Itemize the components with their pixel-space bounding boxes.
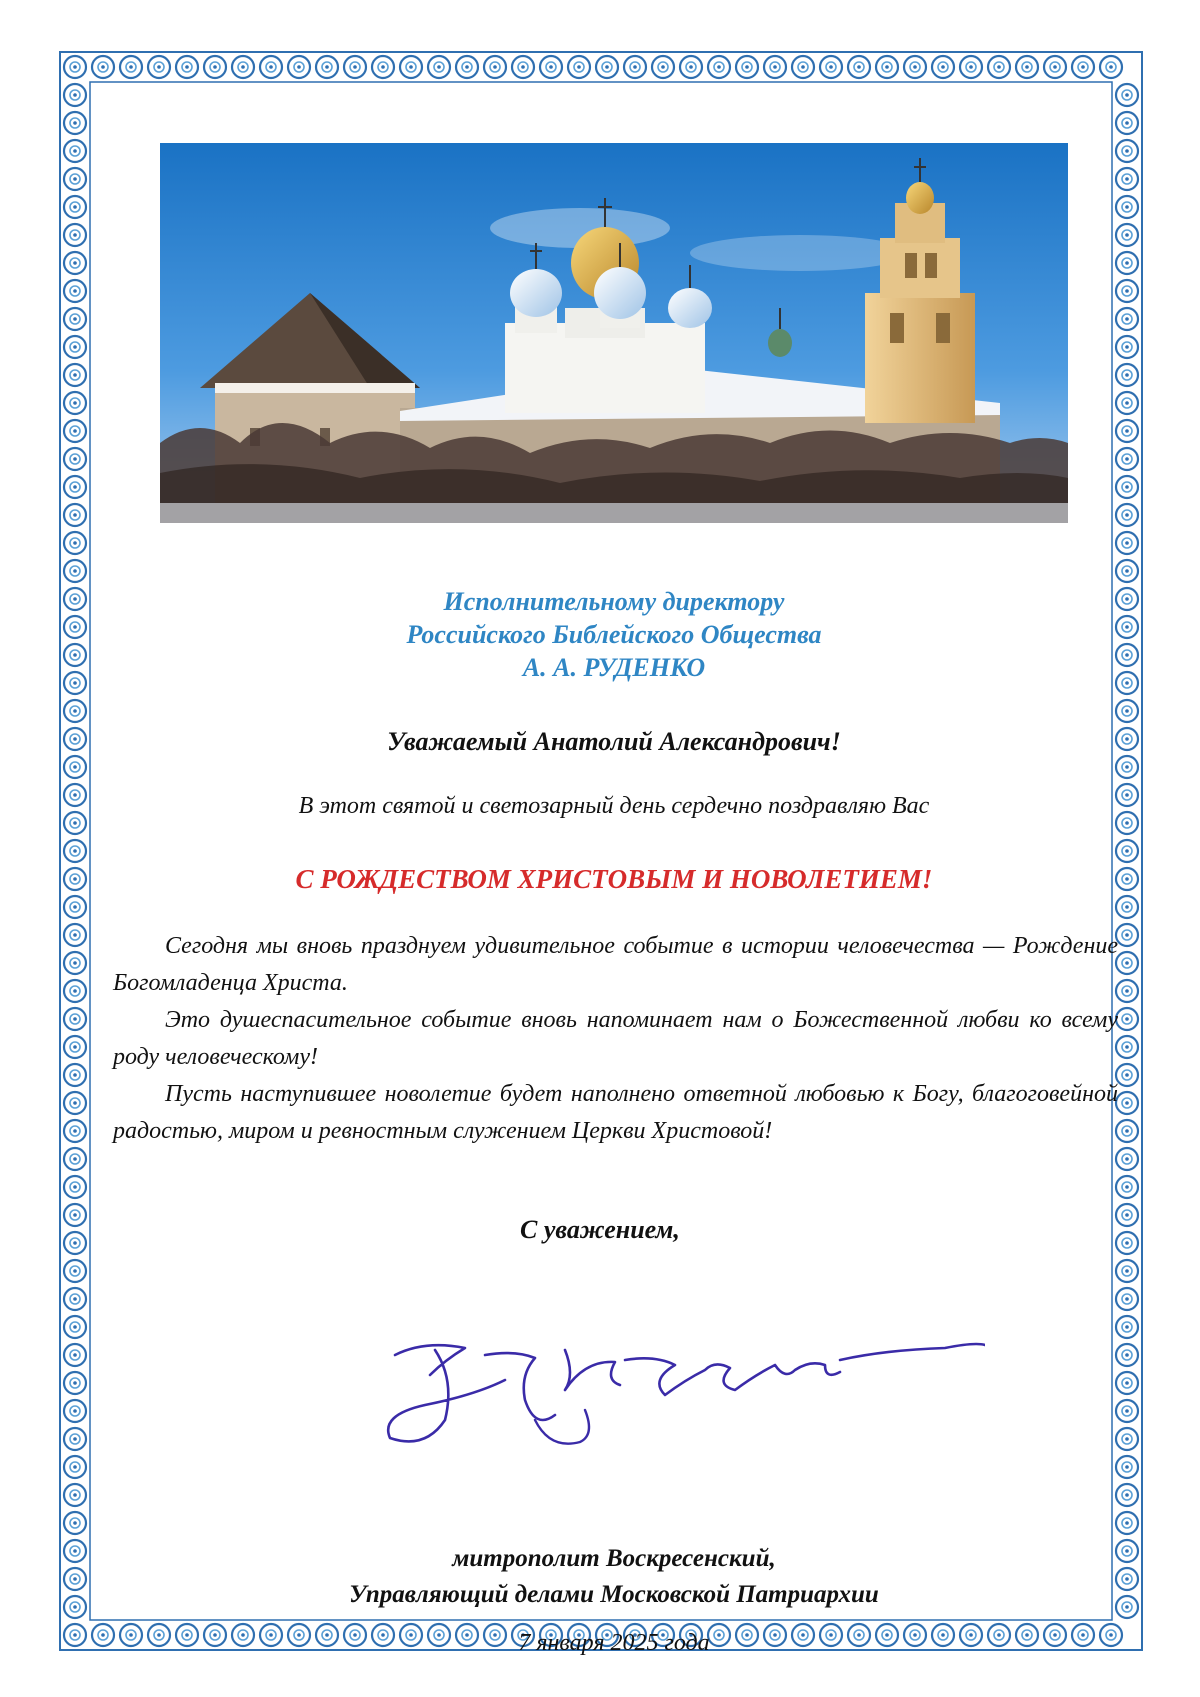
border-ornament [64, 1624, 86, 1646]
border-ornament [736, 56, 758, 78]
letter-body [113, 928, 1118, 1150]
border-ornament [1116, 672, 1138, 694]
handwritten-signature [385, 1320, 985, 1470]
border-ornament [1116, 1568, 1138, 1590]
border-ornament [64, 1540, 86, 1562]
border-ornament [1116, 532, 1138, 554]
border-ornament [1072, 56, 1094, 78]
signer-title-line-2: Управляющий делами Московской Патриархии [349, 1581, 879, 1608]
signer-title-line-1: митрополит Воскресенский, [452, 1545, 776, 1572]
border-ornament [64, 588, 86, 610]
border-ornament [1116, 616, 1138, 638]
border-ornament [1116, 1204, 1138, 1226]
border-ornament [64, 196, 86, 218]
border-ornament [64, 476, 86, 498]
border-ornament [64, 1260, 86, 1282]
border-ornament [1116, 112, 1138, 134]
border-ornament [1116, 840, 1138, 862]
intro-line: В этот святой и светозарный день сердечно поздравляю Вас [298, 793, 930, 819]
border-ornament [1116, 756, 1138, 778]
border-ornament [568, 56, 590, 78]
border-ornament [1072, 1624, 1094, 1646]
border-ornament [1116, 1092, 1138, 1114]
border-ornament [1116, 1316, 1138, 1338]
border-ornament [1116, 308, 1138, 330]
border-ornament [1116, 952, 1138, 974]
border-ornament [64, 1176, 86, 1198]
border-ornament [876, 56, 898, 78]
border-ornament [1116, 1596, 1138, 1618]
border-ornament [64, 420, 86, 442]
border-ornament [1116, 1344, 1138, 1366]
border-ornament [484, 56, 506, 78]
border-ornament [1116, 476, 1138, 498]
border-ornament [1116, 1260, 1138, 1282]
border-ornament [1116, 420, 1138, 442]
border-ornament [120, 1624, 142, 1646]
border-ornament [288, 56, 310, 78]
greeting-headline: С РОЖДЕСТВОМ ХРИСТОВЫМ И НОВОЛЕТИЕМ! [295, 864, 933, 894]
border-ornament [64, 336, 86, 358]
border-ornament [64, 504, 86, 526]
border-ornament [848, 56, 870, 78]
addressee-line-2: Российского Библейского Общества [406, 620, 822, 649]
border-ornament [1116, 1008, 1138, 1030]
border-ornament [64, 1428, 86, 1450]
border-ornament [64, 616, 86, 638]
border-ornament [64, 728, 86, 750]
border-ornament [1116, 1484, 1138, 1506]
border-ornament [64, 532, 86, 554]
border-ornament [64, 1064, 86, 1086]
border-ornament [64, 1484, 86, 1506]
border-ornament [1116, 1372, 1138, 1394]
salutation: Уважаемый Анатолий Александрович! [387, 727, 841, 756]
border-ornament [1116, 1428, 1138, 1450]
border-ornament [960, 56, 982, 78]
border-ornament [1116, 252, 1138, 274]
border-ornament [904, 56, 926, 78]
border-ornament [64, 812, 86, 834]
border-ornament [64, 112, 86, 134]
border-ornament [792, 56, 814, 78]
border-ornament [64, 252, 86, 274]
border-ornament [316, 56, 338, 78]
border-ornament [64, 672, 86, 694]
border-ornament [260, 56, 282, 78]
border-ornament [1116, 1540, 1138, 1562]
border-ornament [64, 224, 86, 246]
border-ornament [512, 56, 534, 78]
border-ornament [64, 1036, 86, 1058]
border-ornament [1116, 784, 1138, 806]
border-ornament [1116, 644, 1138, 666]
border-ornament [1100, 56, 1122, 78]
closing-phrase: С уважением, [520, 1215, 680, 1244]
border-ornament [1116, 336, 1138, 358]
border-ornament [1116, 924, 1138, 946]
border-ornament [1116, 224, 1138, 246]
border-ornament [64, 1092, 86, 1114]
letter-date: 7 января 2025 года [518, 1630, 710, 1656]
border-ornament [64, 84, 86, 106]
addressee-line-1: Исполнительному директору [443, 587, 785, 616]
border-ornament [372, 56, 394, 78]
border-ornament [1116, 1064, 1138, 1086]
border-ornament [92, 1624, 114, 1646]
border-ornament [176, 56, 198, 78]
border-ornament [64, 980, 86, 1002]
border-ornament [1116, 140, 1138, 162]
border-ornament [1116, 392, 1138, 414]
border-ornament [1116, 1400, 1138, 1422]
border-ornament [1116, 1512, 1138, 1534]
border-ornament [1116, 196, 1138, 218]
border-ornament [1116, 168, 1138, 190]
border-ornament [1116, 980, 1138, 1002]
border-ornament [64, 840, 86, 862]
border-ornament [400, 56, 422, 78]
border-ornament [64, 280, 86, 302]
border-ornament [540, 56, 562, 78]
border-ornament [1116, 1232, 1138, 1254]
border-ornament [232, 56, 254, 78]
border-ornament [1116, 1176, 1138, 1198]
border-ornament [64, 560, 86, 582]
border-ornament [820, 56, 842, 78]
border-ornament [1116, 812, 1138, 834]
border-ornament [64, 924, 86, 946]
monastery-winter-photo [160, 143, 1068, 523]
border-ornament [64, 308, 86, 330]
border-ornament [64, 868, 86, 890]
border-ornament [624, 56, 646, 78]
border-ornament [64, 168, 86, 190]
border-ornament [344, 56, 366, 78]
addressee-line-3: А. А. РУДЕНКО [522, 653, 706, 682]
border-ornament [64, 1316, 86, 1338]
signer-title [160, 1541, 1068, 1613]
border-ornament [64, 1456, 86, 1478]
border-ornament [708, 56, 730, 78]
border-ornament [1116, 1148, 1138, 1170]
border-ornament [1116, 700, 1138, 722]
border-ornament [64, 1400, 86, 1422]
border-ornament [1116, 84, 1138, 106]
border-ornament [1116, 1120, 1138, 1142]
border-ornament [148, 56, 170, 78]
addressee-block [160, 585, 1068, 684]
border-ornament [64, 896, 86, 918]
body-paragraph-1: Сегодня мы вновь празднуем удивительное событие в истории человечества — Рождение Богомладенца Христа. [113, 933, 1118, 996]
border-ornament [680, 56, 702, 78]
border-ornament [64, 1008, 86, 1030]
border-ornament [64, 784, 86, 806]
border-ornament [64, 952, 86, 974]
border-ornament [64, 1372, 86, 1394]
border-ornament [64, 1288, 86, 1310]
border-ornament [64, 1204, 86, 1226]
border-ornament [1116, 868, 1138, 890]
border-ornament [64, 364, 86, 386]
border-ornament [652, 56, 674, 78]
body-paragraph-2: Это душеспасительное событие вновь напоминает нам о Божественной любви ко всему роду человеческому! [113, 1007, 1118, 1070]
border-ornament [1116, 1456, 1138, 1478]
border-ornament [64, 700, 86, 722]
border-ornament [1116, 1036, 1138, 1058]
border-ornament [1116, 896, 1138, 918]
body-paragraph-3: Пусть наступившее новолетие будет наполнено ответной любовью к Богу, благоговейной радостью, миром и ревностным служением Церкви Христовой! [113, 1081, 1118, 1144]
border-ornament [1116, 1288, 1138, 1310]
border-ornament [764, 56, 786, 78]
border-ornament [1116, 364, 1138, 386]
border-ornament [64, 756, 86, 778]
border-ornament [64, 1568, 86, 1590]
border-ornament [204, 56, 226, 78]
border-ornament [596, 56, 618, 78]
border-ornament [64, 1344, 86, 1366]
border-ornament [64, 392, 86, 414]
border-ornament [428, 56, 450, 78]
border-ornament [64, 1120, 86, 1142]
border-ornament [64, 644, 86, 666]
border-ornament [1116, 280, 1138, 302]
border-ornament [988, 56, 1010, 78]
border-ornament [64, 1512, 86, 1534]
border-ornament [1116, 448, 1138, 470]
border-ornament [64, 140, 86, 162]
border-ornament [932, 56, 954, 78]
border-ornament [1116, 504, 1138, 526]
border-ornament [1116, 560, 1138, 582]
border-ornament [1016, 56, 1038, 78]
border-ornament [1100, 1624, 1122, 1646]
border-ornament [64, 1148, 86, 1170]
border-ornament [456, 56, 478, 78]
border-ornament [1044, 56, 1066, 78]
border-ornament [64, 56, 86, 78]
border-ornament [1116, 588, 1138, 610]
border-ornament [92, 56, 114, 78]
border-ornament [1116, 728, 1138, 750]
border-ornament [120, 56, 142, 78]
border-ornament [64, 1232, 86, 1254]
border-ornament [64, 448, 86, 470]
border-ornament [64, 1596, 86, 1618]
